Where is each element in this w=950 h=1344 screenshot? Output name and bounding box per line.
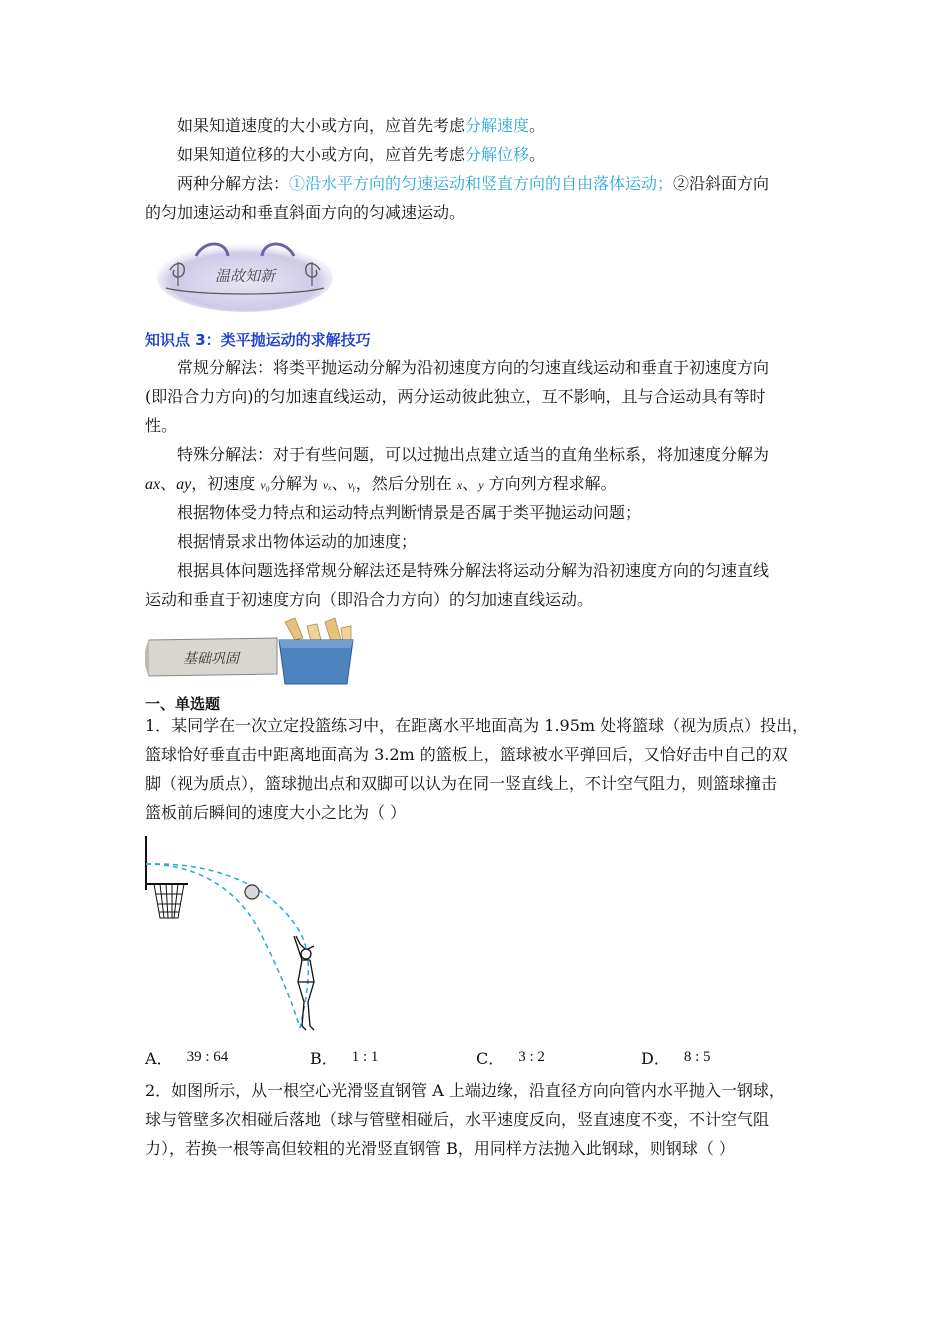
q1-line2: 篮球恰好垂直击中距离地面高为 3.2m 的篮板上，篮球被水平弹回后，又恰好击中自己的双	[145, 745, 788, 764]
decompose-line-4: 的匀加速运动和垂直斜面方向的匀减速运动。	[145, 203, 466, 222]
text: 方向列方程求解。	[483, 474, 617, 493]
option-value: 8 : 5	[683, 1049, 711, 1065]
text: 。	[529, 145, 546, 164]
foundation-banner	[145, 616, 357, 688]
text: 、	[462, 474, 479, 493]
text: 。	[529, 116, 546, 135]
option-value: 3 : 2	[518, 1049, 545, 1065]
player	[294, 936, 314, 1030]
review-banner	[156, 236, 334, 312]
q1-option-c[interactable]	[476, 1045, 545, 1074]
q2-line3: 力），若换一根等高但较粗的光滑竖直钢管 B，用同样方法抛入此钢球，则钢球（ ）	[145, 1139, 735, 1158]
symbol-x: x	[456, 478, 463, 492]
text: 两种分解方法：	[177, 174, 290, 193]
option-label: C．	[476, 1049, 505, 1068]
q1-line4: 篮板前后瞬间的速度大小之比为（ ）	[145, 803, 407, 822]
knowledge-title: 知识点 3：类平抛运动的求解技巧	[145, 331, 371, 349]
highlight-text: 分解速度	[465, 116, 530, 135]
q1-option-b[interactable]	[310, 1045, 378, 1074]
basketball-figure	[140, 832, 340, 1042]
option-value: 1 : 1	[351, 1049, 379, 1065]
basketball	[245, 885, 259, 899]
foundation-banner-text: 基础巩固	[183, 651, 239, 667]
review-banner-text: 温故知新	[214, 267, 276, 285]
text: ，初速度	[191, 474, 261, 493]
text: 、	[331, 474, 348, 493]
symbol-ax: ax	[145, 476, 161, 493]
text: ，然后分别在	[355, 474, 457, 493]
knowledge-p5-line1: 根据具体问题选择常规分解法还是特殊分解法将运动分解为沿初速度方向的匀速直线	[177, 561, 770, 580]
text: 如果知道速度的大小或方向，应首先考虑	[177, 116, 466, 135]
option-label: B．	[310, 1049, 338, 1068]
knowledge-p3: 根据物体受力特点和运动特点判断情景是否属于类平抛运动问题；	[177, 503, 642, 522]
decompose-line-1	[177, 112, 847, 140]
q1-option-d[interactable]	[641, 1045, 711, 1074]
net	[154, 884, 184, 918]
review-banner-graphic	[156, 236, 334, 312]
symbol-y: y	[478, 478, 484, 492]
q2-line2: 球与管壁多次相碰后落地（球与管壁相碰后，水平速度反向，竖直速度不变，不计空气阻	[145, 1110, 770, 1129]
trajectory-before	[146, 864, 308, 1028]
decompose-line-3	[177, 170, 847, 198]
decompose-line-2	[177, 141, 847, 169]
symbol-vy: vᵧ	[347, 478, 356, 492]
option-value: 39 : 64	[186, 1049, 229, 1065]
symbol-v0: v₀	[260, 478, 270, 492]
section-title: 一、单选题	[145, 695, 221, 713]
text: 、	[160, 474, 177, 493]
foundation-banner-graphic	[145, 616, 357, 688]
option-label: A．	[145, 1049, 173, 1068]
q2-line1: 2．如图所示，从一根空心光滑竖直钢管 A 上端边缘，沿直径方向向管内水平抛入一钢球，	[145, 1081, 785, 1100]
option-label: D．	[641, 1049, 670, 1068]
knowledge-p1-line1: 常规分解法：将类平抛运动分解为沿初速度方向的匀速直线运动和垂直于初速度方向	[177, 358, 770, 377]
symbol-vx: vₓ	[322, 478, 332, 492]
knowledge-p4: 根据情景求出物体运动的加速度；	[177, 532, 418, 551]
text: 如果知道位移的大小或方向，应首先考虑	[177, 145, 466, 164]
knowledge-p2-line2	[145, 470, 815, 499]
q1-option-a[interactable]	[145, 1045, 228, 1074]
trajectory-after	[146, 864, 300, 1028]
knowledge-p1-line2: (即沿合力方向)的匀加速直线运动，两分运动彼此独立，互不影响，且与合运动具有等时	[145, 387, 766, 406]
highlight-text: 分解位移	[465, 145, 530, 164]
knowledge-p5-line2: 运动和垂直于初速度方向（即沿合力方向）的匀加速直线运动。	[145, 590, 594, 609]
q1-line3: 脚（视为质点），篮球抛出点和双脚可以认为在同一竖直线上，不计空气阻力，则篮球撞击	[145, 774, 778, 793]
text: 分解为	[269, 474, 323, 493]
basketball-diagram	[140, 832, 340, 1042]
symbol-ay: ay	[176, 476, 192, 493]
knowledge-p2-line1: 特殊分解法：对于有些问题，可以过抛出点建立适当的直角坐标系，将加速度分解为	[177, 445, 770, 464]
highlight-text: ①沿水平方向的匀速运动和竖直方向的自由落体运动；	[289, 174, 674, 193]
knowledge-p1-line3: 性。	[145, 416, 178, 435]
q1-line1: 1．某同学在一次立定投篮练习中，在距离水平地面高为 1.95m 处将篮球（视为质点）投出，	[145, 716, 809, 735]
text: ②沿斜面方向	[673, 174, 770, 193]
